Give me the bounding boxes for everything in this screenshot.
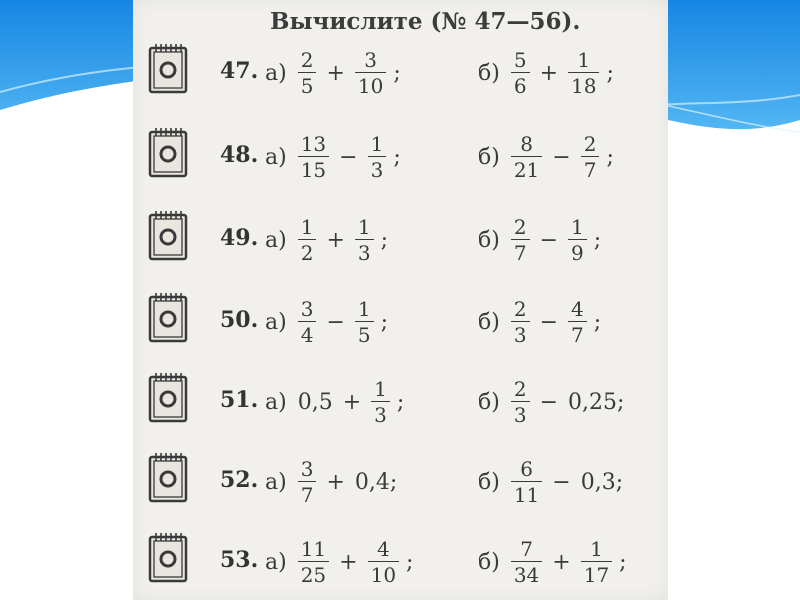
term-text: ; — [606, 144, 614, 170]
exercise-row — [140, 122, 660, 192]
operator: + — [539, 60, 558, 86]
notebook-icon — [146, 126, 192, 180]
operator: + — [326, 469, 345, 495]
part-label: а) — [265, 309, 287, 335]
denominator: 11 — [511, 481, 542, 505]
fraction — [511, 299, 530, 345]
operator: + — [339, 549, 358, 575]
notebook-icon — [146, 209, 192, 263]
fraction — [511, 217, 530, 263]
part-label: б) — [478, 549, 500, 575]
denominator: 3 — [511, 401, 530, 425]
term-text: ; — [593, 227, 602, 253]
numerator: 13 — [300, 132, 327, 156]
denominator: 18 — [568, 72, 599, 96]
exercise-number: 53. — [220, 547, 259, 573]
exercise-part-a — [265, 38, 401, 108]
exercise-part-a — [265, 367, 404, 437]
exercise-row — [140, 205, 660, 275]
term-text: 0,4; — [354, 469, 398, 495]
part-label: а) — [265, 144, 287, 170]
denominator: 7 — [298, 481, 317, 505]
denominator: 7 — [568, 321, 587, 345]
operator: − — [339, 144, 358, 170]
numerator: 1 — [357, 215, 371, 239]
numerator: 7 — [520, 537, 533, 561]
numerator: 2 — [513, 215, 527, 239]
exercise-number: 51. — [220, 387, 259, 413]
exercise-row — [140, 367, 660, 437]
fraction — [298, 299, 317, 345]
numerator: 5 — [513, 48, 527, 72]
fraction — [511, 539, 542, 585]
part-label: б) — [478, 60, 500, 86]
notebook-icon — [146, 42, 192, 96]
denominator: 3 — [368, 156, 387, 180]
fraction — [298, 50, 317, 96]
numerator: 2 — [513, 297, 527, 321]
exercise-part-b — [478, 205, 601, 275]
numerator: 1 — [357, 297, 371, 321]
term-text: ; — [393, 144, 401, 170]
denominator: 5 — [298, 72, 317, 96]
exercise-part-a — [265, 205, 388, 275]
fraction — [298, 217, 317, 263]
part-label: а) — [265, 469, 287, 495]
exercise-row — [140, 447, 660, 517]
operator: − — [326, 309, 345, 335]
exercise-part-b — [478, 527, 627, 597]
operator: + — [552, 549, 571, 575]
part-label: б) — [478, 309, 500, 335]
denominator: 10 — [355, 72, 386, 96]
part-label: б) — [478, 144, 500, 170]
operator: − — [539, 309, 558, 335]
denominator: 10 — [368, 561, 399, 585]
exercise-number: 49. — [220, 225, 259, 251]
part-label: б) — [478, 227, 500, 253]
term-text: ; — [393, 60, 401, 86]
denominator: 4 — [298, 321, 317, 345]
fraction — [511, 50, 530, 96]
exercise-number: 52. — [220, 467, 259, 493]
part-label: а) — [265, 227, 287, 253]
exercise-row — [140, 38, 660, 108]
fraction — [298, 134, 329, 180]
denominator: 5 — [355, 321, 374, 345]
denominator: 15 — [298, 156, 329, 180]
denominator: 7 — [581, 156, 600, 180]
operator: − — [539, 227, 558, 253]
operator: + — [342, 389, 362, 415]
denominator: 7 — [511, 239, 530, 263]
numerator: 4 — [376, 537, 390, 561]
denominator: 34 — [511, 561, 542, 585]
exercise-part-a — [265, 122, 401, 192]
fraction — [511, 459, 542, 505]
notebook-icon — [146, 291, 192, 345]
fraction — [581, 134, 600, 180]
numerator: 2 — [513, 377, 527, 401]
exercise-part-b — [478, 38, 614, 108]
term-text: ; — [396, 389, 405, 415]
denominator: 17 — [581, 561, 612, 585]
fraction — [298, 539, 329, 585]
denominator: 3 — [371, 401, 390, 425]
part-label: а) — [265, 389, 287, 415]
fraction — [511, 379, 530, 425]
term-text: 0,3; — [580, 469, 624, 495]
fraction — [568, 299, 587, 345]
denominator: 25 — [298, 561, 329, 585]
exercise-part-b — [478, 287, 601, 357]
exercise-number: 47. — [220, 58, 259, 84]
exercise-part-a — [265, 287, 388, 357]
denominator: 3 — [355, 239, 374, 263]
part-label: а) — [265, 549, 287, 575]
fraction — [355, 217, 374, 263]
numerator: 2 — [300, 48, 314, 72]
numerator: 8 — [520, 132, 533, 156]
numerator: 3 — [364, 48, 377, 72]
denominator: 6 — [511, 72, 530, 96]
notebook-icon — [146, 531, 192, 585]
denominator: 3 — [511, 321, 530, 345]
page-title: Вычислите (№ 47—56). — [270, 8, 581, 35]
exercise-part-a — [265, 447, 397, 517]
numerator: 1 — [370, 132, 384, 156]
exercise-row — [140, 287, 660, 357]
fraction — [371, 379, 390, 425]
notebook-icon — [146, 451, 192, 505]
numerator: 1 — [571, 215, 584, 239]
fraction — [355, 299, 374, 345]
term-text: ; — [380, 227, 389, 253]
notebook-icon — [146, 371, 192, 425]
numerator: 1 — [300, 215, 314, 239]
operator: + — [326, 227, 345, 253]
denominator: 2 — [298, 239, 317, 263]
operator: − — [539, 389, 558, 415]
part-label: б) — [478, 469, 500, 495]
fraction — [298, 459, 317, 505]
term-text: ; — [606, 60, 614, 86]
exercise-part-b — [478, 122, 614, 192]
exercise-number: 48. — [220, 142, 259, 168]
exercise-part-a — [265, 527, 413, 597]
exercise-number: 50. — [220, 307, 259, 333]
numerator: 2 — [583, 132, 597, 156]
operator: − — [552, 144, 571, 170]
numerator: 1 — [577, 48, 591, 72]
numerator: 1 — [374, 377, 387, 401]
term-text: ; — [619, 549, 627, 575]
numerator: 3 — [300, 297, 314, 321]
fraction — [568, 217, 587, 263]
term-text: ; — [593, 309, 602, 335]
fraction — [368, 134, 387, 180]
numerator: 4 — [571, 297, 584, 321]
numerator: 6 — [520, 457, 533, 481]
part-label: а) — [265, 60, 287, 86]
term-text: ; — [380, 309, 389, 335]
fraction — [355, 50, 386, 96]
term-text: 0,5 — [297, 389, 333, 415]
operator: − — [552, 469, 571, 495]
fraction — [581, 539, 612, 585]
fraction — [368, 539, 399, 585]
operator: + — [326, 60, 345, 86]
numerator: 1 — [590, 537, 603, 561]
exercise-part-b — [478, 367, 624, 437]
numerator: 3 — [300, 457, 314, 481]
denominator: 21 — [511, 156, 542, 180]
fraction — [568, 50, 599, 96]
exercise-row — [140, 527, 660, 597]
part-label: б) — [478, 389, 500, 415]
fraction — [511, 134, 542, 180]
term-text: ; — [406, 549, 414, 575]
numerator: 11 — [300, 537, 327, 561]
exercise-part-b — [478, 447, 623, 517]
denominator: 9 — [568, 239, 587, 263]
term-text: 0,25; — [568, 389, 625, 415]
